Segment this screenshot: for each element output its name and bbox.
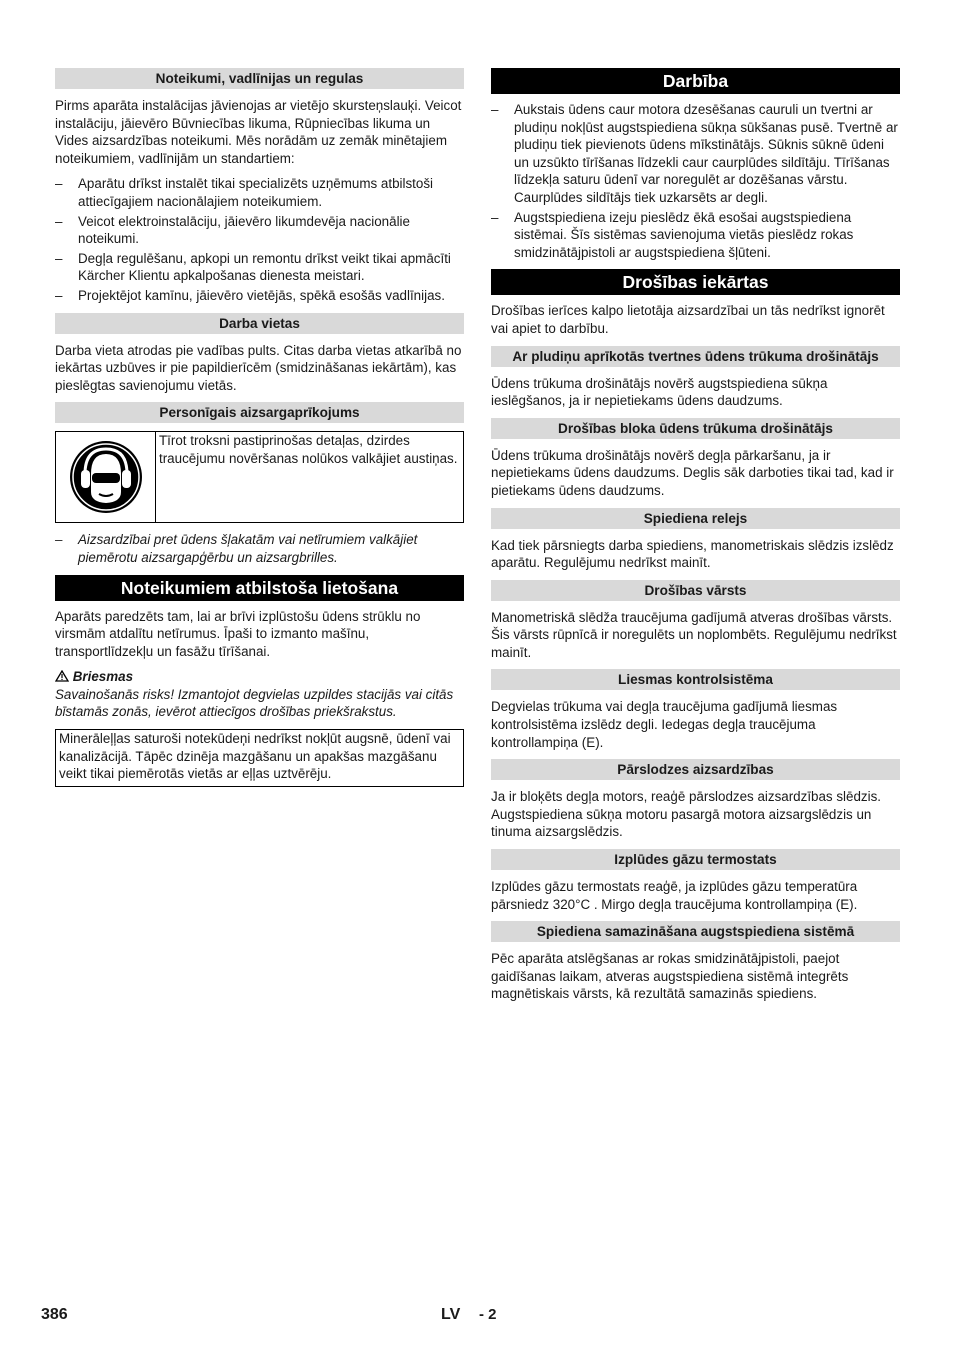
safety-valve-text: Manometriskā slēdža traucējuma gadījumā atveras drošības vārsts. Šis vārsts rūpnīcā ir noregulēts un noplombēts. Regulējumu nedrīkst mainīt. [491, 609, 897, 660]
section-title-workplaces: Darba vietas [55, 313, 464, 334]
section-title-ppe: Personīgais aizsargaprīkojums [55, 402, 464, 423]
list-item: – Veicot elektroinstalāciju, jāievēro likumdevēja nacionālie noteikumi. [55, 213, 464, 248]
safety-block-text: Ūdens trūkuma drošinātājs novērš degļa pārkaršanu, ja ir nepietiekams ūdens daudzums. Deglis sāk darboties tikai tad, kad ir pietiekams ūdens daudzums. [491, 447, 894, 498]
list-item: – Aukstais ūdens caur motora dzesēšanas cauruli un tvertni ar pludiņu nokļūst augstspiediena sūkņa sūkšanas pusē. Tvertnē ar pludiņu tiek pievienots ūdens mīkstinātājs. Sūknis sūknē ūdeni un uzsūkto tīrīšanas līdzekli caur caurplūdes sildītāju. Tīrīšanas līdzekļa saturu ūdenī var noregulēt ar dozēšanas vārstu. Caurplūdes sildītājs tiek uzkarsēts ar degli. [491, 101, 900, 207]
list-item: – Aparātu drīkst instalēt tikai specializēts uzņēmums atbilstoši attiecīgajiem nacionālajiem noteikumiem. [55, 175, 464, 210]
ppe-hearing-text: Tīrot troksni pastiprinošas detaļas, dzirdes traucējumu novēršanas nolūkos valkājiet austiņas. [159, 433, 458, 466]
intended-use-text: Aparāts paredzēts tam, lai ar brīvi izplūstošu ūdens strūklu no virsmām atdalītu netīrumus. Īpaši to izmanto mašīnu, transportlīdzekļu un fasāžu tīrīšanai. [55, 608, 421, 659]
page-number: 386 [41, 1306, 68, 1323]
exhaust-thermostat-text: Izplūdes gāzu termostats reaģē, ja izplūdes gāzu temperatūra pārsniedz 320°C . Mirgo degļa traucējuma kontrollampiņa (E). [491, 879, 858, 912]
ppe-list [55, 531, 464, 566]
pressure-switch-text: Kad tiek pārsniegts darba spiediens, manometriskais slēdzis izslēdz aparātu. Regulējumu nedrīkst mainīt. [491, 537, 894, 571]
section-title-overload: Pārslodzes aizsardzības [491, 759, 900, 780]
workplaces-text: Darba vieta atrodas pie vadības pults. Citas darba vietas atkarībā no iekārtas uzbūves ir pie papildierīcēm (smidzināšanas iekārtām), kas pieslēgtas savienojumu vietās. [55, 342, 462, 393]
regulations-list [55, 175, 464, 304]
operation-list [491, 101, 900, 261]
section-title-safety-valve: Drošības vārsts [491, 580, 900, 601]
environment-note-box: Minerāleļļas saturoši notekūdeņi nedrīkst nokļūt augsnē, ūdenī vai kanalizācijā. Tāpēc dzinēja mazgāšanu un apakšas mazgāšanu veikt tikai piemērotās vietās ar eļļas uztvērēju. [55, 729, 464, 787]
section-title-exhaust-thermostat: Izplūdes gāzu termostats [491, 849, 900, 870]
danger-text: Savainošanās risks! Izmantojot degvielas uzpildes stacijās vai citās bīstamās zonās, ievērot attiecīgos drošības priekšrakstus. [55, 686, 454, 720]
section-title-safety-block: Drošības bloka ūdens trūkuma drošinātājs [491, 418, 900, 439]
section-title-intended-use: Noteikumiem atbilstoša lietošana [55, 575, 464, 601]
left-column [55, 68, 464, 795]
overload-text: Ja ir bloķēts degļa motors, reaģē pārslodzes aizsardzības slēdzis. Augstspiediena sūkņa motoru pasargā motora aizsargslēdzis un tinuma aizsargslēdzis. [491, 789, 882, 840]
list-item: – Projektējot kamīnu, jāievēro vietējās, spēkā esošās vadlīnijas. [55, 287, 464, 305]
warning-triangle-icon [55, 669, 73, 684]
float-tank-text: Ūdens trūkuma drošinātājs novērš augstspiediena sūkņa ieslēgšanos, ja ir nepietiekams ūdens daudzums. [491, 375, 828, 409]
language-code: LV [441, 1306, 461, 1323]
section-title-safety-devices: Drošības iekārtas [491, 269, 900, 295]
list-item: – Augstspiediena izeju pieslēdz ēkā esošai augstspiediena sistēmai. Šīs sistēmas savienojuma vietās pieslēdz rokas smidzinātājpistoli ar augstspiediena šļūteni. [491, 209, 900, 262]
danger-heading [55, 668, 464, 686]
list-item: – Aizsardzībai pret ūdens šļakatām vai netīrumiem valkājiet piemērotu aizsargapģērbu un aizsargbrilles. [55, 531, 464, 566]
section-title-flame-control: Liesmas kontrolsistēma [491, 669, 900, 690]
section-title-operation: Darbība [491, 68, 900, 94]
pressure-reduction-text: Pēc aparāta atslēgšanas ar rokas smidzinātājpistoli, paejot gaidīšanas laikam, atveras augstspiediena sistēmā integrēts magnētiskais vārsts, kā rezultātā samazinās spiediens. [491, 951, 849, 1002]
section-title-regulations: Noteikumi, vadlīnijas un regulas [55, 68, 464, 89]
list-item: – Degļa regulēšanu, apkopi un remontu drīkst veikt tikai apmācīti Kärcher Klientu apkalpošanas dienesta meistari. [55, 250, 464, 285]
page-sub-number: - 2 [479, 1306, 497, 1323]
section-title-float-tank: Ar pludiņu aprīkotās tvertnes ūdens trūkuma drošinātājs [491, 346, 900, 367]
ppe-box [55, 431, 464, 523]
section-title-pressure-reduction: Spiediena samazināšana augstspiediena sistēmā [491, 921, 900, 942]
regulations-intro: Pirms aparāta instalācijas jāvienojas ar vietējo skursteņslauķi. Veicot instalāciju, jāievēro Būvniecības likuma, Rūpniecības likuma un Vides aizsardzības noteikumi. Mēs norādām uz zemāk minētajiem noteikumiem, vadlīnijām un standartiem: [55, 98, 462, 166]
ear-and-eye-protection-icon [56, 432, 156, 522]
right-column [491, 68, 900, 1011]
safety-devices-text: Drošības ierīces kalpo lietotāja aizsardzībai un tās nedrīkst ignorēt vai apiet to darbību. [491, 303, 885, 336]
danger-label: Briesmas [72, 669, 134, 685]
section-title-pressure-switch: Spiediena relejs [491, 508, 900, 529]
flame-control-text: Degvielas trūkuma vai degļa traucējuma gadījumā liesmas kontrolsistēma izslēdz degli. Iedegas degļa traucējuma kontrollampiņa (E). [491, 699, 838, 750]
